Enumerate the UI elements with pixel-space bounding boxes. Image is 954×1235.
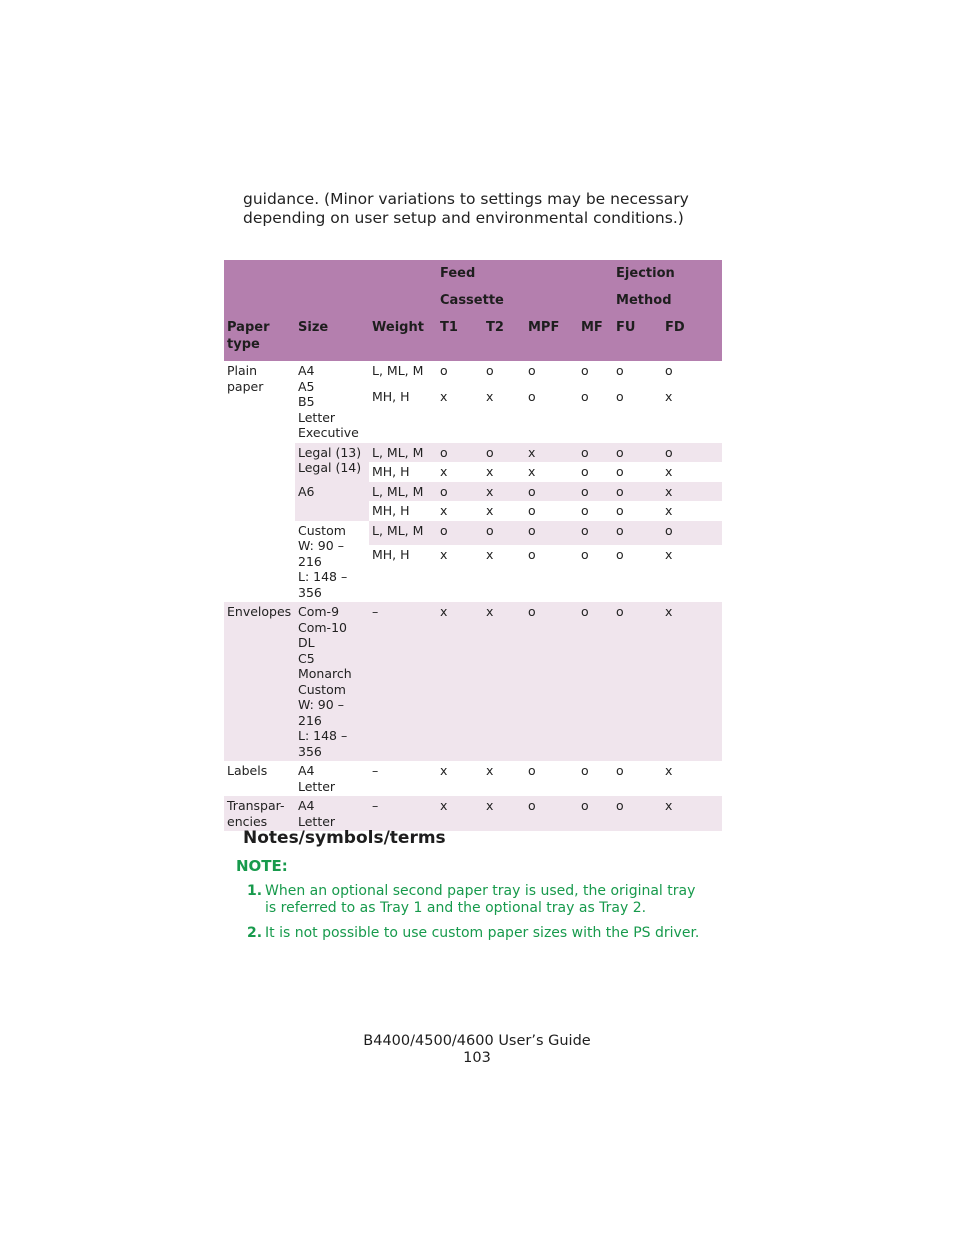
value-cell: o bbox=[440, 363, 448, 378]
size-cell: A4 Letter bbox=[298, 798, 336, 829]
table-row bbox=[224, 361, 722, 387]
weight-cell: MH, H bbox=[372, 547, 410, 562]
header-weight: Weight bbox=[369, 314, 437, 361]
value-cell: x bbox=[440, 604, 448, 619]
value-cell: x bbox=[665, 604, 673, 619]
value-cell: x bbox=[528, 444, 536, 460]
note-number: 1. bbox=[247, 883, 263, 899]
value-cell: x bbox=[486, 798, 494, 813]
header-cassette: Cassette bbox=[437, 287, 613, 314]
paper-type-plain: Plain paper bbox=[224, 361, 295, 602]
value-cell: x bbox=[665, 798, 673, 813]
value-cell: x bbox=[486, 483, 494, 499]
value-cell: x bbox=[665, 483, 673, 499]
weight-cell: – bbox=[372, 763, 379, 778]
value-cell: x bbox=[440, 547, 448, 562]
value-cell: o bbox=[528, 763, 536, 778]
page-footer bbox=[0, 1033, 954, 1067]
note-text: When an optional second paper tray is used, the original tray is referred to as Tray 1 and the optional tray as Tray 2. bbox=[265, 883, 696, 916]
size-cell: A4 A5 B5 Letter Executive bbox=[295, 361, 369, 443]
header-paper-type: Paper type bbox=[224, 314, 295, 361]
value-cell: x bbox=[440, 503, 448, 518]
value-cell: o bbox=[581, 464, 589, 479]
value-cell: o bbox=[665, 444, 673, 460]
value-cell: o bbox=[528, 798, 536, 813]
size-cell: Legal (13) Legal (14) bbox=[295, 443, 369, 482]
value-cell: o bbox=[616, 483, 624, 499]
value-cell: o bbox=[616, 547, 624, 562]
value-cell: x bbox=[486, 763, 494, 778]
header-method: Method bbox=[613, 287, 722, 314]
guide-title: B4400/4500/4600 User’s Guide bbox=[363, 1033, 591, 1049]
header-mf: MF bbox=[578, 314, 613, 361]
intro-line: depending on user setup and environmental conditions.) bbox=[243, 209, 684, 227]
intro-line: guidance. (Minor variations to settings may be necessary bbox=[243, 190, 689, 208]
value-cell: o bbox=[616, 763, 624, 778]
page-number: 103 bbox=[463, 1050, 491, 1066]
header-feed: Feed bbox=[437, 260, 613, 287]
header-mpf: MPF bbox=[525, 314, 578, 361]
value-cell: o bbox=[528, 604, 536, 619]
value-cell: o bbox=[616, 503, 624, 518]
weight-cell: – bbox=[372, 798, 379, 813]
weight-cell: L, ML, M bbox=[372, 444, 424, 460]
value-cell: o bbox=[616, 798, 624, 813]
paper-media-table bbox=[224, 260, 722, 831]
value-cell: x bbox=[665, 388, 673, 404]
header-t1: T1 bbox=[437, 314, 483, 361]
value-cell: x bbox=[528, 464, 536, 479]
value-cell: o bbox=[616, 388, 624, 404]
header-ejection: Ejection bbox=[613, 260, 722, 287]
header-t2: T2 bbox=[483, 314, 525, 361]
value-cell: o bbox=[581, 444, 589, 460]
table-row bbox=[224, 482, 722, 502]
table-row bbox=[224, 521, 722, 546]
table-row bbox=[224, 761, 722, 796]
value-cell: o bbox=[486, 444, 494, 460]
value-cell: o bbox=[665, 363, 673, 378]
value-cell: x bbox=[486, 503, 494, 518]
note-label: NOTE: bbox=[236, 857, 288, 875]
value-cell: o bbox=[581, 483, 589, 499]
list-item bbox=[247, 883, 717, 917]
paper-type-transparencies: Transpar- encies bbox=[227, 798, 285, 829]
value-cell: x bbox=[440, 388, 448, 404]
value-cell: o bbox=[528, 522, 536, 538]
value-cell: o bbox=[581, 798, 589, 813]
value-cell: o bbox=[616, 363, 624, 378]
value-cell: o bbox=[486, 522, 494, 538]
value-cell: o bbox=[581, 388, 589, 404]
value-cell: o bbox=[528, 388, 536, 404]
header-row-3 bbox=[224, 314, 722, 361]
size-cell: Custom W: 90 – 216 L: 148 – 356 bbox=[295, 521, 369, 603]
value-cell: x bbox=[486, 604, 494, 619]
weight-cell: L, ML, M bbox=[372, 363, 424, 378]
value-cell: x bbox=[440, 464, 448, 479]
value-cell: o bbox=[616, 444, 624, 460]
note-text: It is not possible to use custom paper sizes with the PS driver. bbox=[265, 925, 700, 941]
size-cell: Com-9 Com-10 DL C5 Monarch Custom W: 90 – 216 L: 148 – 356 bbox=[298, 604, 352, 759]
value-cell: o bbox=[581, 522, 589, 538]
weight-cell: – bbox=[372, 604, 379, 619]
paper-type-envelopes: Envelopes bbox=[227, 604, 292, 619]
table-row bbox=[224, 443, 722, 463]
value-cell: o bbox=[616, 522, 624, 538]
weight-cell: MH, H bbox=[372, 388, 410, 404]
value-cell: o bbox=[665, 522, 673, 538]
value-cell: o bbox=[528, 547, 536, 562]
value-cell: o bbox=[486, 363, 494, 378]
value-cell: x bbox=[440, 798, 448, 813]
weight-cell: MH, H bbox=[372, 503, 410, 518]
value-cell: x bbox=[440, 763, 448, 778]
value-cell: o bbox=[581, 363, 589, 378]
value-cell: x bbox=[665, 763, 673, 778]
value-cell: x bbox=[486, 464, 494, 479]
value-cell: o bbox=[581, 547, 589, 562]
header-size: Size bbox=[295, 314, 369, 361]
header-fu: FU bbox=[613, 314, 662, 361]
value-cell: o bbox=[440, 522, 448, 538]
value-cell: x bbox=[486, 388, 494, 404]
value-cell: o bbox=[528, 363, 536, 378]
table-row bbox=[224, 796, 722, 831]
list-item bbox=[247, 925, 717, 942]
value-cell: o bbox=[616, 464, 624, 479]
size-cell: A6 bbox=[295, 482, 369, 521]
value-cell: x bbox=[665, 503, 673, 518]
value-cell: x bbox=[665, 464, 673, 479]
value-cell: o bbox=[440, 483, 448, 499]
weight-cell: L, ML, M bbox=[372, 483, 424, 499]
value-cell: o bbox=[440, 444, 448, 460]
value-cell: o bbox=[528, 503, 536, 518]
notes-list bbox=[247, 883, 717, 950]
value-cell: o bbox=[581, 604, 589, 619]
header-row-1 bbox=[224, 260, 722, 287]
value-cell: o bbox=[528, 483, 536, 499]
value-cell: o bbox=[581, 503, 589, 518]
paper-type-labels: Labels bbox=[227, 763, 268, 778]
weight-cell: L, ML, M bbox=[372, 522, 424, 538]
table-row bbox=[224, 602, 722, 761]
header-fd: FD bbox=[662, 314, 722, 361]
header-row-2 bbox=[224, 287, 722, 314]
size-cell: A4 Letter bbox=[298, 763, 336, 794]
intro-paragraph bbox=[243, 190, 723, 228]
note-number: 2. bbox=[247, 925, 263, 941]
value-cell: x bbox=[486, 547, 494, 562]
value-cell: x bbox=[665, 547, 673, 562]
notes-heading: Notes/symbols/terms bbox=[243, 828, 446, 848]
weight-cell: MH, H bbox=[372, 464, 410, 479]
value-cell: o bbox=[616, 604, 624, 619]
value-cell: o bbox=[581, 763, 589, 778]
